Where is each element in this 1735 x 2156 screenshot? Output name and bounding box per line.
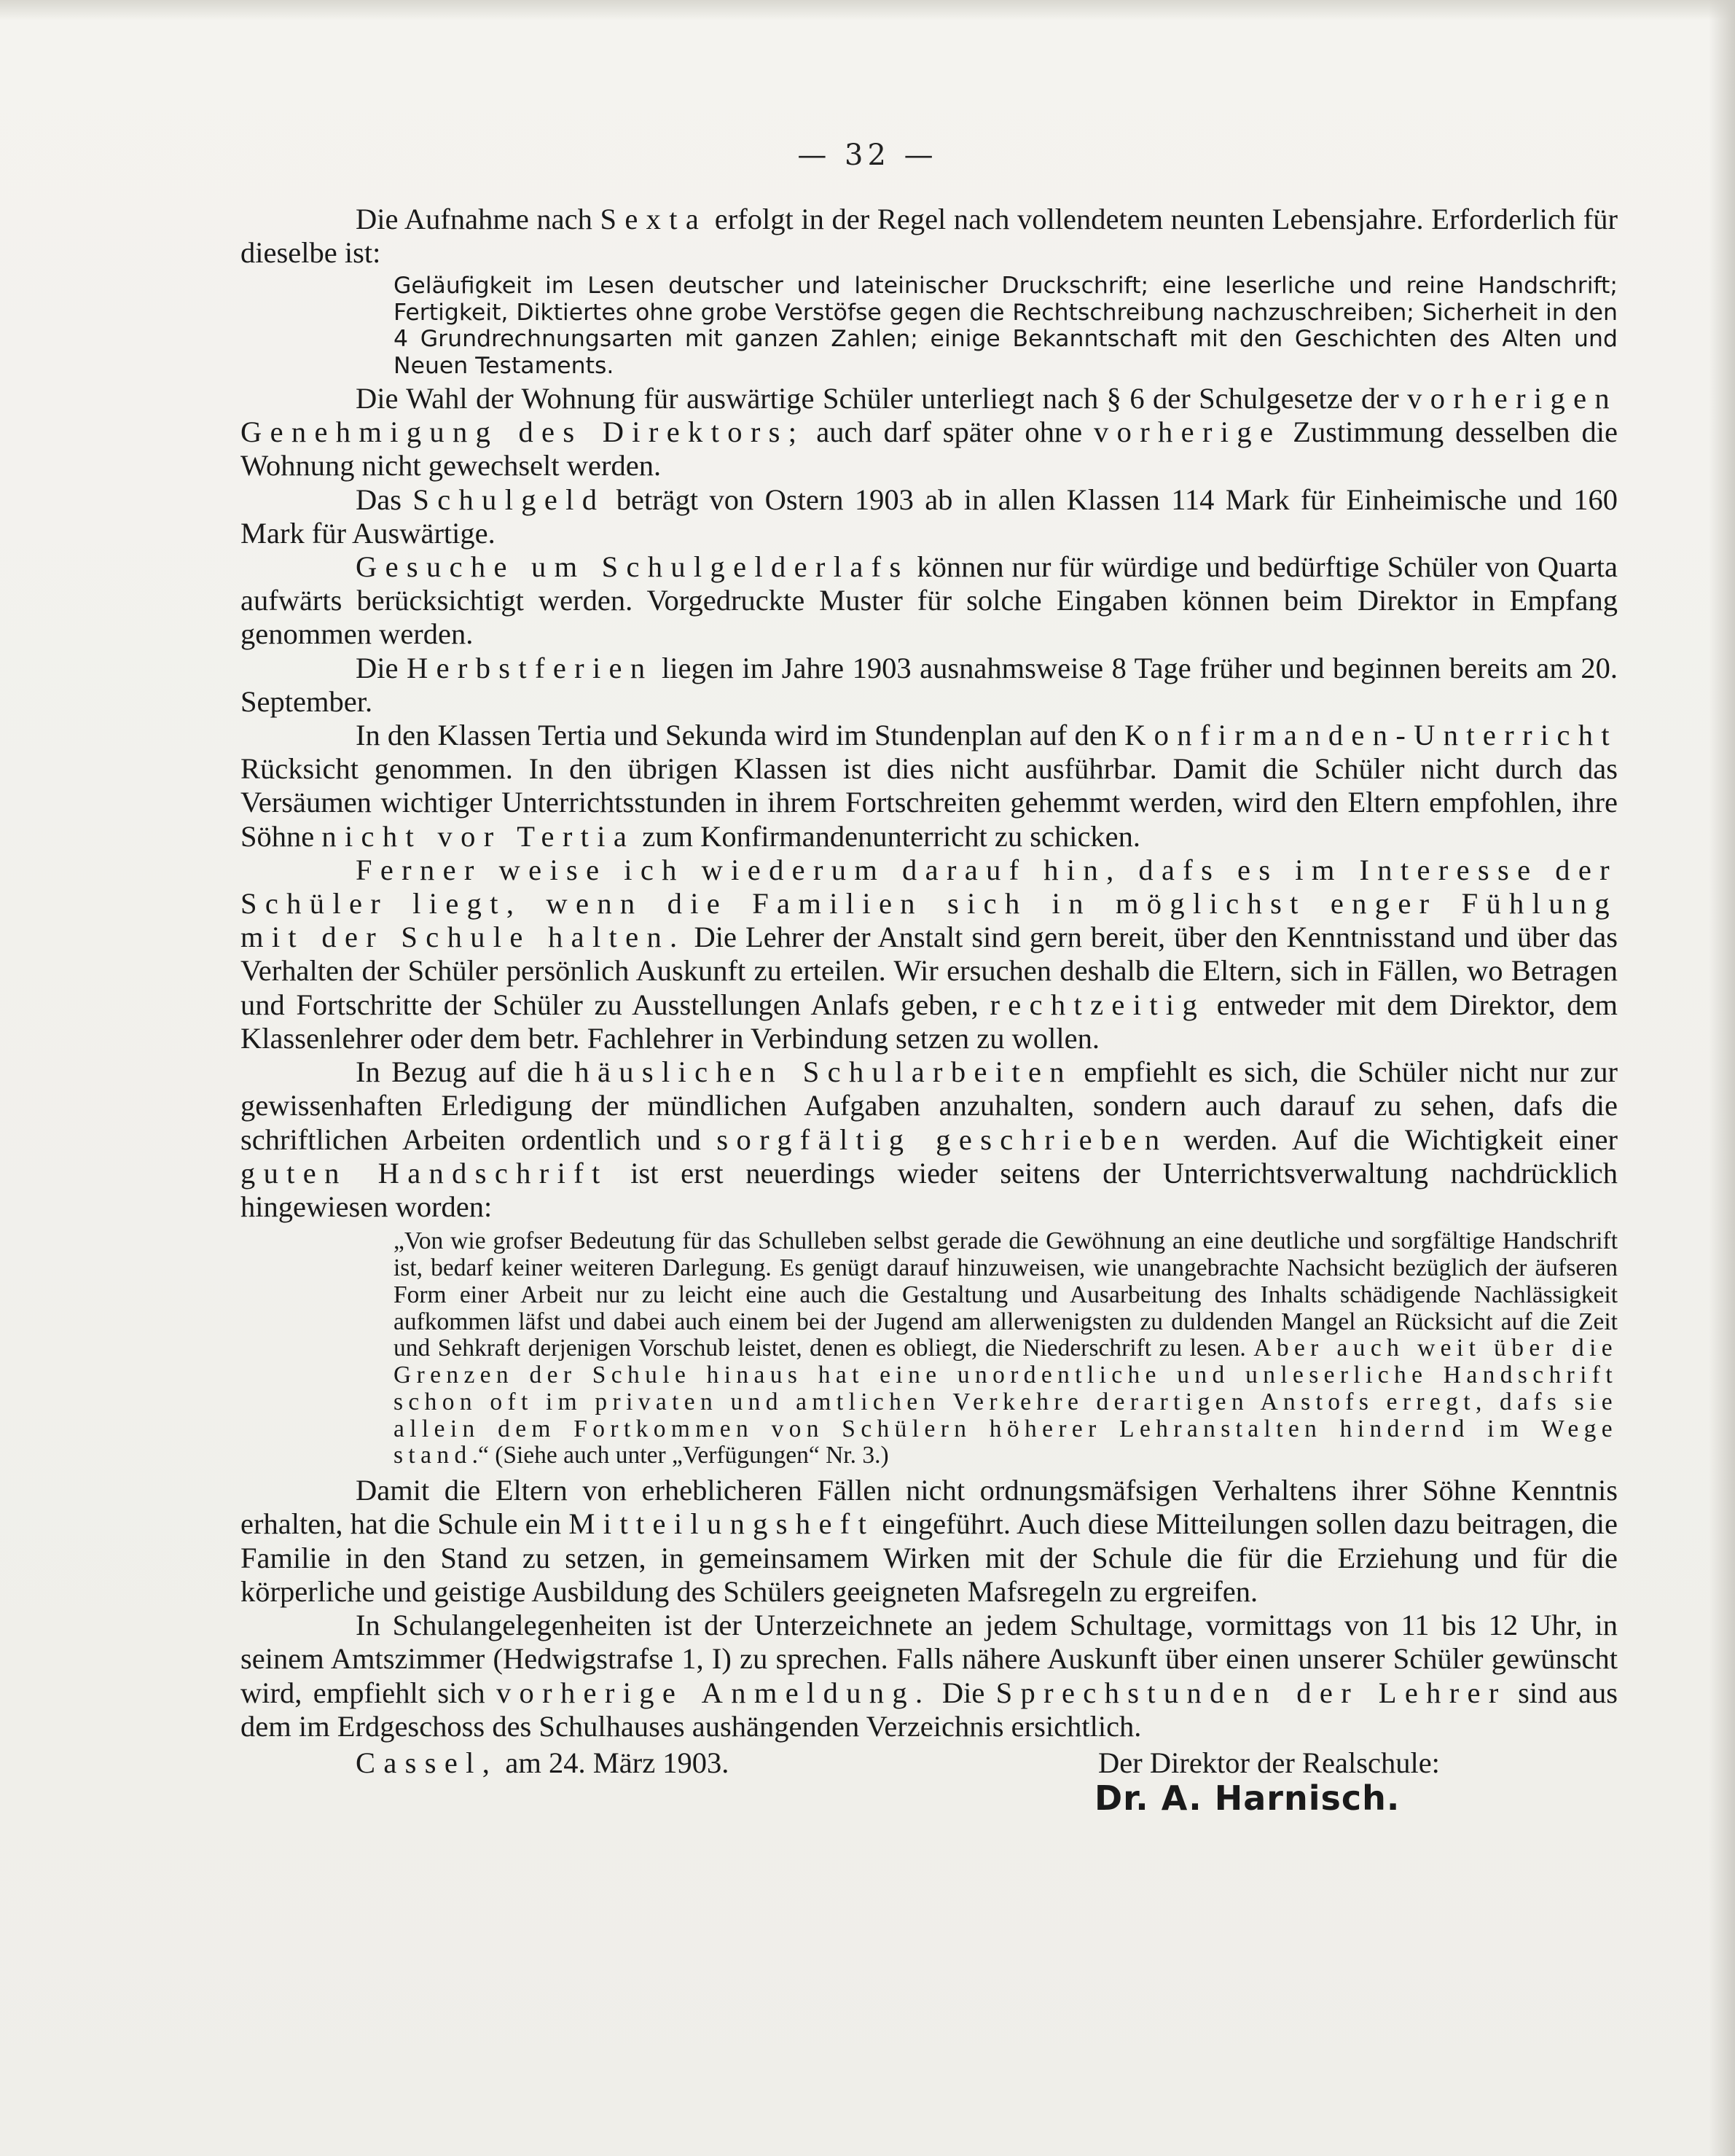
page-number: — 32 —	[797, 138, 938, 172]
admission-requirements: Geläufigkeit im Lesen deutscher und lateinischer Druckschrift; eine leserliche und reine Handschrift; Fertigkeit, Diktiertes ohne grobe Verstöfse gegen die Rechtschreibung nachzuschreiben; Sicherheit in den 4 Grundrechnungsarten mit ganzen Zahlen; einige Bekanntschaft mit den Geschichten des Alten und Neuen Testaments.	[393, 273, 1618, 379]
scan-edge-right	[1709, 0, 1735, 2156]
paragraph-admission: Die Aufnahme nach Sexta erfolgt in der Regel nach vollendetem neunten Lebensjahre. Erforderlich für dieselbe ist:	[240, 203, 1618, 270]
paragraph-housing: Die Wahl der Wohnung für auswärtige Schüler unterliegt nach § 6 der Schulgesetze der vorherigen Genehmigung des Direktors; auch darf später ohne vorherige Zustimmung desselben die Wohnung nicht gewechselt werden.	[240, 382, 1618, 483]
signature-name: Dr. A. Harnisch.	[1094, 1778, 1401, 1818]
paragraph-communication-book: Damit die Eltern von erheblicheren Fällen nicht ordnungsmäfsigen Verhaltens ihrer Söhne Kenntnis erhalten, hat die Schule ein Mitteilungsheft eingeführt. Auch diese Mitteilungen sollen dazu beitragen, die Familie in den Stand zu setzen, in gemeinsamem Wirken mit der Schule die für die Erziehung und für die körperliche und geistige Ausbildung des Schülers geeigneten Mafsregeln zu ergreifen.	[240, 1474, 1618, 1608]
signature-block	[240, 1746, 1618, 1824]
paragraph-family-contact: Ferner weise ich wiederum darauf hin, dafs es im Interesse der Schüler liegt, wenn die Familien sich in möglichst enger Fühlung mit der Schule halten. Die Lehrer der Anstalt sind gern bereit, über den Kenntnisstand und über das Verhalten der Schüler persönlich Auskunft zu erteilen. Wir ersuchen deshalb die Eltern, sich in Fällen, wo Betragen und Fortschritte der Schüler zu Ausstellungen Anlafs geben, rechtzeitig entweder mit dem Direktor, dem Klassenlehrer oder dem betr. Fachlehrer in Verbindung setzen zu wollen.	[240, 853, 1618, 1055]
document-body	[240, 203, 1618, 1824]
signature-place-date: Cassel, am 24. März 1903.	[356, 1746, 729, 1779]
paragraph-office-hours: In Schulangelegenheiten ist der Unterzeichnete an jedem Schultage, vormittags von 11 bis 12 Uhr, in seinem Amtszimmer (Hedwigstrafse 1, I) zu sprechen. Falls nähere Auskunft über einen unserer Schüler gewünscht wird, empfiehlt sich vorherige Anmeldung. Die Sprechstunden der Lehrer sind aus dem im Erdgeschoss des Schulhauses aushängenden Verzeichnis ersichtlich.	[240, 1609, 1618, 1743]
paragraph-autumn-holidays: Die Herbstferien liegen im Jahre 1903 ausnahmsweise 8 Tage früher und beginnen bereits am 20. September.	[240, 651, 1618, 718]
signature-role: Der Direktor der Realschule:	[1098, 1746, 1440, 1779]
paragraph-confirmation-class: In den Klassen Tertia und Sekunda wird im Stundenplan auf den Konfirmanden-Unterricht Rücksicht genommen. In den übrigen Klassen ist dies nicht ausführbar. Damit die Schüler nicht durch das Versäumen wichtiger Unterrichtsstunden in ihrem Fortschreiten gehemmt werden, wird den Eltern empfohlen, ihre Söhne nicht vor Tertia zum Konfirmandenunterricht zu schicken.	[240, 719, 1618, 853]
paragraph-school-fee: Das Schulgeld beträgt von Ostern 1903 ab in allen Klassen 114 Mark für Einheimische und 160 Mark für Auswärtige.	[240, 483, 1618, 550]
scan-edge-top	[0, 0, 1735, 20]
handwriting-quote: „Von wie grofser Bedeutung für das Schulleben selbst gerade die Gewöhnung an eine deutliche und sorgfältige Handschrift ist, bedarf keiner weiteren Darlegung. Es genügt darauf hinzuweisen, wie unangebrachte Nachsicht bezüglich der äufseren Form einer Arbeit nur zu leicht eine auch die Gestaltung und Ausarbeitung des Inhalts schädigende Nachlässigkeit aufkommen läfst und dabei auch einem bei der Jugend am allerwenigsten zu duldenden Mangel an Rücksicht auf die Zeit und Sehkraft derjenigen Vorschub leistet, denen es obliegt, die Niederschrift zu lesen. Aber auch weit über die Grenzen der Schule hinaus hat eine unordentliche und unleserliche Handschrift schon oft im privaten und amtlichen Verkehre derartigen Anstofs erregt, dafs sie allein dem Fortkommen von Schülern höherer Lehranstalten hindernd im Wege stand.“ (Siehe auch unter „Verfügungen“ Nr. 3.)	[393, 1227, 1618, 1469]
paragraph-homework: In Bezug auf die häuslichen Schularbeiten empfiehlt es sich, die Schüler nicht nur zur gewissenhaften Erledigung der mündlichen Aufgaben anzuhalten, sondern auch darauf zu sehen, dafs die schriftlichen Arbeiten ordentlich und sorgfältig geschrieben werden. Auf die Wichtigkeit einer guten Handschrift ist erst neuerdings wieder seitens der Unterrichtsverwaltung nachdrücklich hingewiesen worden:	[240, 1055, 1618, 1223]
paragraph-fee-waiver: Gesuche um Schulgelderlafs können nur für würdige und bedürftige Schüler von Quarta aufwärts berücksichtigt werden. Vorgedruckte Muster für solche Eingaben können beim Direktor in Empfang genommen werden.	[240, 550, 1618, 651]
